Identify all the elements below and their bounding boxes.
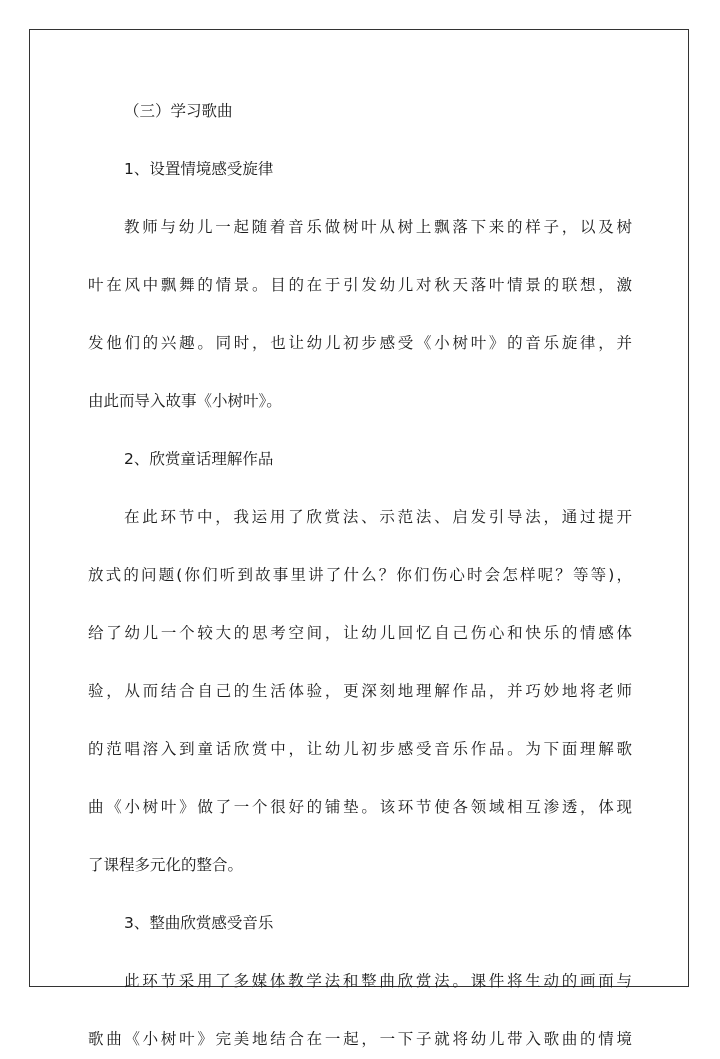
paragraph-line: 验，从而结合自己的生活体验，更深刻地理解作品，并巧妙地将老师 [88, 682, 632, 700]
document-body [88, 92, 632, 1059]
paragraph-line: 教师与幼儿一起随着音乐做树叶从树上飘落下来的样子，以及树 [124, 218, 632, 236]
paragraph-line: 此环节采用了多媒体教学法和整曲欣赏法。课件将生动的画面与 [124, 972, 632, 990]
paragraph-line: 给了幼儿一个较大的思考空间，让幼儿回忆自己伤心和快乐的情感体 [88, 624, 632, 642]
paragraph-line: 叶在风中飘舞的情景。目的在于引发幼儿对秋天落叶情景的联想，激 [88, 276, 632, 294]
paragraph-line: 放式的问题(你们听到故事里讲了什么？你们伤心时会怎样呢？等等)， [88, 566, 632, 584]
paragraph-line: 的范唱溶入到童话欣赏中，让幼儿初步感受音乐作品。为下面理解歌 [88, 740, 632, 758]
paragraph-line: 发他们的兴趣。同时，也让幼儿初步感受《小树叶》的音乐旋律，并 [88, 334, 632, 352]
subsection-title-2: 2、欣赏童话理解作品 [124, 450, 274, 468]
paragraph-line: 了课程多元化的整合。 [88, 856, 244, 874]
subsection-title-3: 3、整曲欣赏感受音乐 [124, 914, 274, 932]
section-title: （三）学习歌曲 [124, 102, 233, 120]
paragraph-line: 由此而导入故事《小树叶》。 [88, 392, 282, 410]
paragraph-line: 曲《小树叶》做了一个很好的铺垫。该环节使各领域相互渗透，体现 [88, 798, 632, 816]
subsection-title-1: 1、设置情境感受旋律 [124, 160, 274, 178]
paragraph-line: 在此环节中，我运用了欣赏法、示范法、启发引导法，通过提开 [124, 508, 632, 526]
paragraph-line: 歌曲《小树叶》完美地结合在一起，一下子就将幼儿带入歌曲的情境 [88, 1030, 632, 1048]
